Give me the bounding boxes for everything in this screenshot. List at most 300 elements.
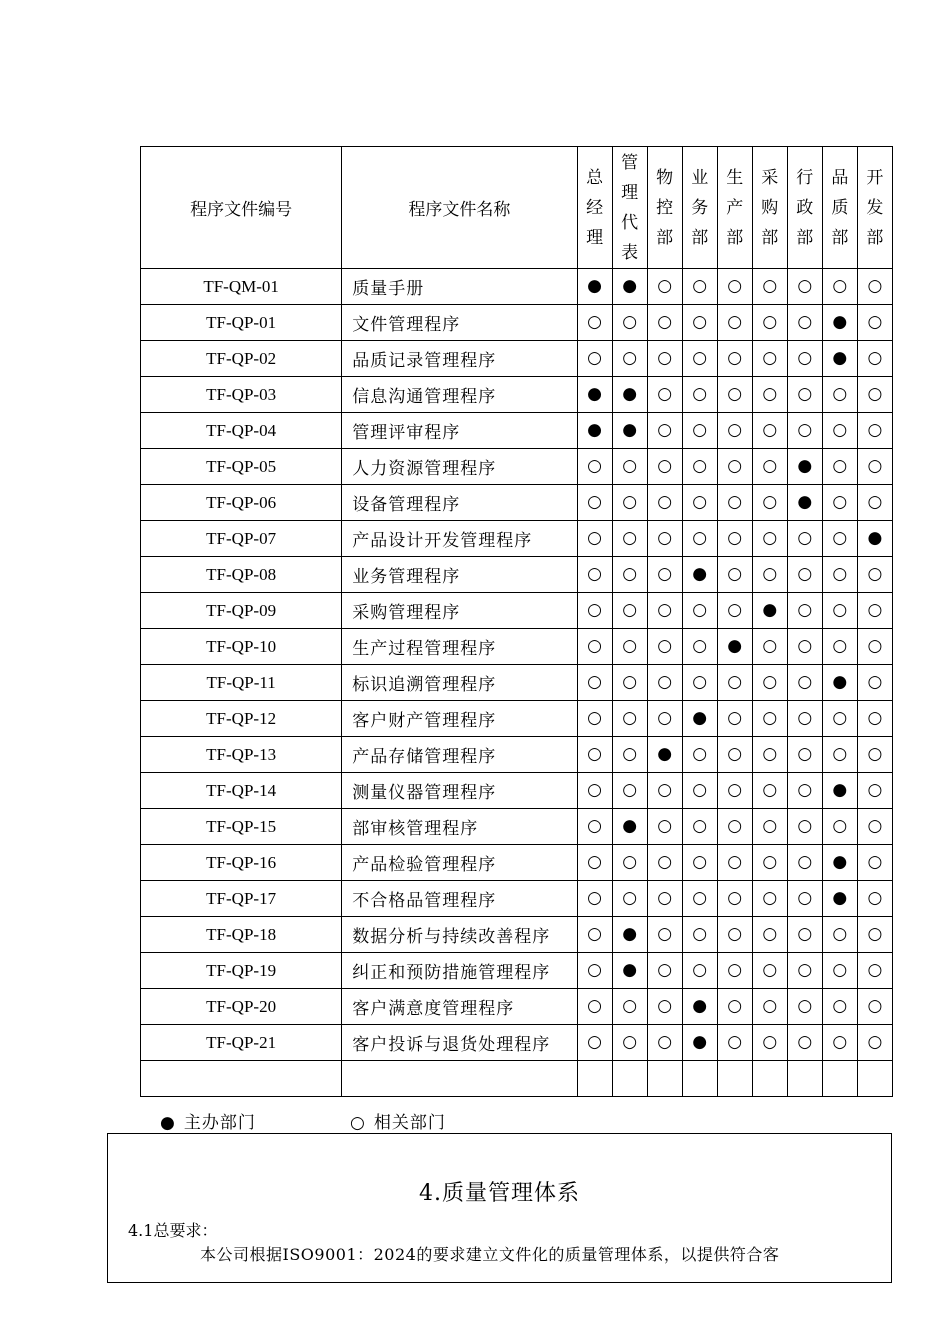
primary-dept-mark: ● xyxy=(577,413,612,449)
related-dept-mark: ○ xyxy=(787,305,822,341)
primary-dept-mark: ● xyxy=(822,773,857,809)
procedure-name-cell: 业务管理程序 xyxy=(342,557,577,593)
department-label: 采购部 xyxy=(761,167,779,248)
related-dept-mark: ○ xyxy=(647,341,682,377)
related-dept-mark: ○ xyxy=(717,413,752,449)
related-dept-mark: ○ xyxy=(857,809,892,845)
related-dept-mark: ○ xyxy=(647,701,682,737)
table-row xyxy=(141,557,893,593)
related-dept-mark: ○ xyxy=(682,737,717,773)
header-department xyxy=(612,147,647,269)
related-dept-mark: ○ xyxy=(717,521,752,557)
primary-dept-mark: ● xyxy=(717,629,752,665)
related-dept-mark: ○ xyxy=(752,773,787,809)
related-dept-mark: ○ xyxy=(647,485,682,521)
legend-related-label: 相关部门 xyxy=(373,1113,446,1133)
related-dept-mark: ○ xyxy=(787,809,822,845)
related-dept-mark: ○ xyxy=(752,845,787,881)
procedure-code-cell: TF-QP-11 xyxy=(141,665,342,701)
related-dept-mark: ○ xyxy=(787,413,822,449)
procedure-code-cell: TF-QP-04 xyxy=(141,413,342,449)
related-dept-mark: ○ xyxy=(857,341,892,377)
related-dept-mark: ○ xyxy=(857,989,892,1025)
related-dept-mark: ○ xyxy=(752,809,787,845)
primary-dept-mark: ● xyxy=(612,413,647,449)
related-dept-mark: ○ xyxy=(752,521,787,557)
header-department xyxy=(857,147,892,269)
procedure-name-cell: 客户投诉与退货处理程序 xyxy=(342,1025,577,1061)
related-dept-mark: ○ xyxy=(717,665,752,701)
related-dept-mark: ○ xyxy=(717,1025,752,1061)
legend xyxy=(160,1108,560,1134)
header-department xyxy=(682,147,717,269)
related-dept-mark: ○ xyxy=(717,305,752,341)
related-dept-mark: ○ xyxy=(752,485,787,521)
related-dept-mark: ○ xyxy=(787,521,822,557)
related-dept-mark: ○ xyxy=(787,593,822,629)
related-dept-mark: ○ xyxy=(752,305,787,341)
related-dept-mark: ○ xyxy=(717,449,752,485)
related-dept-mark: ○ xyxy=(857,593,892,629)
related-dept-mark: ○ xyxy=(577,809,612,845)
related-dept-mark: ○ xyxy=(647,809,682,845)
related-dept-mark: ○ xyxy=(787,737,822,773)
table-row xyxy=(141,521,893,557)
related-dept-mark: ○ xyxy=(717,917,752,953)
related-dept-mark: ○ xyxy=(647,917,682,953)
procedure-name-cell: 产品设计开发管理程序 xyxy=(342,521,577,557)
department-label: 品质部 xyxy=(831,167,849,248)
related-dept-mark: ○ xyxy=(857,953,892,989)
related-dept-mark: ○ xyxy=(612,1025,647,1061)
table-row xyxy=(141,1025,893,1061)
section-box xyxy=(107,1133,892,1283)
related-dept-mark: ○ xyxy=(682,809,717,845)
related-dept-mark: ○ xyxy=(857,737,892,773)
hollow-circle-icon: ○ xyxy=(350,1113,366,1133)
table-row xyxy=(141,917,893,953)
related-dept-mark: ○ xyxy=(647,305,682,341)
procedure-code-cell: TF-QP-15 xyxy=(141,809,342,845)
table-row xyxy=(141,701,893,737)
table-row xyxy=(141,449,893,485)
table-row xyxy=(141,989,893,1025)
procedure-name-cell: 设备管理程序 xyxy=(342,485,577,521)
empty-cell xyxy=(857,1061,892,1097)
related-dept-mark: ○ xyxy=(647,377,682,413)
table-row xyxy=(141,305,893,341)
related-dept-mark: ○ xyxy=(787,377,822,413)
related-dept-mark: ○ xyxy=(612,701,647,737)
table-row xyxy=(141,665,893,701)
header-department xyxy=(822,147,857,269)
header-department xyxy=(577,147,612,269)
related-dept-mark: ○ xyxy=(612,305,647,341)
related-dept-mark: ○ xyxy=(752,449,787,485)
procedure-name-cell: 信息沟通管理程序 xyxy=(342,377,577,413)
section-title: 4.质量管理体系 xyxy=(419,1181,580,1206)
procedure-name-cell: 客户满意度管理程序 xyxy=(342,989,577,1025)
primary-dept-mark: ● xyxy=(577,377,612,413)
related-dept-mark: ○ xyxy=(857,485,892,521)
department-label: 管理代表 xyxy=(621,152,639,263)
procedure-code-cell: TF-QM-01 xyxy=(141,269,342,305)
empty-cell xyxy=(717,1061,752,1097)
related-dept-mark: ○ xyxy=(857,917,892,953)
related-dept-mark: ○ xyxy=(577,773,612,809)
table-row xyxy=(141,629,893,665)
related-dept-mark: ○ xyxy=(717,773,752,809)
related-dept-mark: ○ xyxy=(822,377,857,413)
related-dept-mark: ○ xyxy=(682,521,717,557)
related-dept-mark: ○ xyxy=(822,809,857,845)
related-dept-mark: ○ xyxy=(752,701,787,737)
related-dept-mark: ○ xyxy=(577,305,612,341)
related-dept-mark: ○ xyxy=(577,953,612,989)
related-dept-mark: ○ xyxy=(647,845,682,881)
related-dept-mark: ○ xyxy=(577,845,612,881)
primary-dept-mark: ● xyxy=(822,305,857,341)
related-dept-mark: ○ xyxy=(787,701,822,737)
related-dept-mark: ○ xyxy=(577,449,612,485)
related-dept-mark: ○ xyxy=(857,881,892,917)
related-dept-mark: ○ xyxy=(822,953,857,989)
procedure-name-cell: 质量手册 xyxy=(342,269,577,305)
header-procedure-name: 程序文件名称 xyxy=(342,147,577,269)
procedure-code-cell: TF-QP-16 xyxy=(141,845,342,881)
related-dept-mark: ○ xyxy=(752,629,787,665)
primary-dept-mark: ● xyxy=(682,989,717,1025)
related-dept-mark: ○ xyxy=(717,881,752,917)
related-dept-mark: ○ xyxy=(682,485,717,521)
procedure-code-cell: TF-QP-10 xyxy=(141,629,342,665)
related-dept-mark: ○ xyxy=(682,341,717,377)
related-dept-mark: ○ xyxy=(612,989,647,1025)
related-dept-mark: ○ xyxy=(682,413,717,449)
procedure-code-cell: TF-QP-01 xyxy=(141,305,342,341)
related-dept-mark: ○ xyxy=(682,449,717,485)
related-dept-mark: ○ xyxy=(612,773,647,809)
related-dept-mark: ○ xyxy=(612,629,647,665)
table-row xyxy=(141,593,893,629)
procedure-name-cell: 客户财产管理程序 xyxy=(342,701,577,737)
primary-dept-mark: ● xyxy=(752,593,787,629)
related-dept-mark: ○ xyxy=(647,953,682,989)
primary-dept-mark: ● xyxy=(612,953,647,989)
primary-dept-mark: ● xyxy=(857,521,892,557)
related-dept-mark: ○ xyxy=(717,953,752,989)
related-dept-mark: ○ xyxy=(647,269,682,305)
related-dept-mark: ○ xyxy=(787,989,822,1025)
header-department xyxy=(787,147,822,269)
related-dept-mark: ○ xyxy=(682,305,717,341)
table-row xyxy=(141,881,893,917)
related-dept-mark: ○ xyxy=(822,737,857,773)
related-dept-mark: ○ xyxy=(717,341,752,377)
procedure-name-cell: 标识追溯管理程序 xyxy=(342,665,577,701)
table-row xyxy=(141,269,893,305)
related-dept-mark: ○ xyxy=(822,989,857,1025)
primary-dept-mark: ● xyxy=(822,881,857,917)
related-dept-mark: ○ xyxy=(857,377,892,413)
related-dept-mark: ○ xyxy=(822,917,857,953)
related-dept-mark: ○ xyxy=(787,557,822,593)
department-label: 业务部 xyxy=(691,167,709,248)
related-dept-mark: ○ xyxy=(752,269,787,305)
legend-primary-label: 主办部门 xyxy=(183,1113,256,1133)
empty-cell xyxy=(682,1061,717,1097)
related-dept-mark: ○ xyxy=(647,1025,682,1061)
related-dept-mark: ○ xyxy=(822,557,857,593)
related-dept-mark: ○ xyxy=(717,377,752,413)
related-dept-mark: ○ xyxy=(577,665,612,701)
header-department xyxy=(647,147,682,269)
subsection-heading: 4.1总要求： xyxy=(128,1221,218,1240)
related-dept-mark: ○ xyxy=(612,845,647,881)
related-dept-mark: ○ xyxy=(717,845,752,881)
related-dept-mark: ○ xyxy=(577,989,612,1025)
procedure-name-cell: 人力资源管理程序 xyxy=(342,449,577,485)
related-dept-mark: ○ xyxy=(787,665,822,701)
related-dept-mark: ○ xyxy=(577,917,612,953)
primary-dept-mark: ● xyxy=(577,269,612,305)
related-dept-mark: ○ xyxy=(647,449,682,485)
related-dept-mark: ○ xyxy=(577,521,612,557)
section-paragraph: 本公司根据ISO9001：2024的要求建立文件化的质量管理体系，以提供符合客 xyxy=(200,1245,780,1264)
related-dept-mark: ○ xyxy=(857,557,892,593)
procedure-code-cell: TF-QP-19 xyxy=(141,953,342,989)
related-dept-mark: ○ xyxy=(612,521,647,557)
related-dept-mark: ○ xyxy=(682,917,717,953)
related-dept-mark: ○ xyxy=(612,737,647,773)
procedure-code-cell: TF-QP-03 xyxy=(141,377,342,413)
department-label: 行政部 xyxy=(796,167,814,248)
header-department xyxy=(752,147,787,269)
table-row xyxy=(141,809,893,845)
procedure-name-cell: 管理评审程序 xyxy=(342,413,577,449)
related-dept-mark: ○ xyxy=(612,881,647,917)
related-dept-mark: ○ xyxy=(682,377,717,413)
related-dept-mark: ○ xyxy=(752,377,787,413)
legend-related xyxy=(350,1108,446,1133)
primary-dept-mark: ● xyxy=(682,557,717,593)
procedure-code-cell: TF-QP-07 xyxy=(141,521,342,557)
related-dept-mark: ○ xyxy=(682,953,717,989)
procedure-code-cell xyxy=(141,1061,342,1097)
related-dept-mark: ○ xyxy=(822,413,857,449)
table-row xyxy=(141,1061,893,1097)
legend-primary xyxy=(160,1108,256,1133)
related-dept-mark: ○ xyxy=(857,773,892,809)
related-dept-mark: ○ xyxy=(577,557,612,593)
procedure-name-cell: 纠正和预防措施管理程序 xyxy=(342,953,577,989)
primary-dept-mark: ● xyxy=(612,917,647,953)
related-dept-mark: ○ xyxy=(647,989,682,1025)
table-row xyxy=(141,377,893,413)
procedure-code-cell: TF-QP-02 xyxy=(141,341,342,377)
procedure-name-cell: 部审核管理程序 xyxy=(342,809,577,845)
procedure-name-cell: 不合格品管理程序 xyxy=(342,881,577,917)
procedure-code-cell: TF-QP-05 xyxy=(141,449,342,485)
related-dept-mark: ○ xyxy=(682,593,717,629)
empty-cell xyxy=(612,1061,647,1097)
procedure-name-cell: 品质记录管理程序 xyxy=(342,341,577,377)
related-dept-mark: ○ xyxy=(857,665,892,701)
related-dept-mark: ○ xyxy=(787,881,822,917)
related-dept-mark: ○ xyxy=(787,629,822,665)
table-row xyxy=(141,737,893,773)
related-dept-mark: ○ xyxy=(787,341,822,377)
primary-dept-mark: ● xyxy=(822,341,857,377)
related-dept-mark: ○ xyxy=(717,593,752,629)
related-dept-mark: ○ xyxy=(822,521,857,557)
procedure-code-cell: TF-QP-12 xyxy=(141,701,342,737)
related-dept-mark: ○ xyxy=(822,269,857,305)
related-dept-mark: ○ xyxy=(717,989,752,1025)
header-procedure-code: 程序文件编号 xyxy=(141,147,342,269)
related-dept-mark: ○ xyxy=(577,341,612,377)
related-dept-mark: ○ xyxy=(787,1025,822,1061)
procedure-code-cell: TF-QP-21 xyxy=(141,1025,342,1061)
related-dept-mark: ○ xyxy=(822,449,857,485)
primary-dept-mark: ● xyxy=(822,845,857,881)
procedure-name-cell: 产品检验管理程序 xyxy=(342,845,577,881)
procedure-name-cell: 数据分析与持续改善程序 xyxy=(342,917,577,953)
related-dept-mark: ○ xyxy=(612,665,647,701)
related-dept-mark: ○ xyxy=(717,557,752,593)
related-dept-mark: ○ xyxy=(682,629,717,665)
department-label: 总经理 xyxy=(586,167,604,248)
header-department xyxy=(717,147,752,269)
related-dept-mark: ○ xyxy=(577,737,612,773)
related-dept-mark: ○ xyxy=(752,953,787,989)
related-dept-mark: ○ xyxy=(857,413,892,449)
table-row xyxy=(141,413,893,449)
related-dept-mark: ○ xyxy=(717,809,752,845)
related-dept-mark: ○ xyxy=(647,413,682,449)
related-dept-mark: ○ xyxy=(717,269,752,305)
department-label: 生产部 xyxy=(726,167,744,248)
related-dept-mark: ○ xyxy=(857,449,892,485)
related-dept-mark: ○ xyxy=(717,737,752,773)
procedure-name-cell: 测量仪器管理程序 xyxy=(342,773,577,809)
related-dept-mark: ○ xyxy=(682,881,717,917)
primary-dept-mark: ● xyxy=(647,737,682,773)
procedure-code-cell: TF-QP-17 xyxy=(141,881,342,917)
related-dept-mark: ○ xyxy=(577,593,612,629)
related-dept-mark: ○ xyxy=(857,1025,892,1061)
table-row xyxy=(141,485,893,521)
related-dept-mark: ○ xyxy=(612,593,647,629)
primary-dept-mark: ● xyxy=(787,485,822,521)
procedure-code-cell: TF-QP-08 xyxy=(141,557,342,593)
table-row xyxy=(141,341,893,377)
related-dept-mark: ○ xyxy=(612,557,647,593)
related-dept-mark: ○ xyxy=(822,485,857,521)
procedure-code-cell: TF-QP-09 xyxy=(141,593,342,629)
related-dept-mark: ○ xyxy=(752,341,787,377)
related-dept-mark: ○ xyxy=(787,953,822,989)
table-body xyxy=(141,269,893,1097)
related-dept-mark: ○ xyxy=(752,557,787,593)
empty-cell xyxy=(577,1061,612,1097)
related-dept-mark: ○ xyxy=(857,845,892,881)
procedure-code-cell: TF-QP-18 xyxy=(141,917,342,953)
procedure-name-cell: 文件管理程序 xyxy=(342,305,577,341)
table-row xyxy=(141,773,893,809)
related-dept-mark: ○ xyxy=(752,881,787,917)
related-dept-mark: ○ xyxy=(577,1025,612,1061)
related-dept-mark: ○ xyxy=(577,485,612,521)
related-dept-mark: ○ xyxy=(787,773,822,809)
related-dept-mark: ○ xyxy=(577,881,612,917)
primary-dept-mark: ● xyxy=(682,1025,717,1061)
related-dept-mark: ○ xyxy=(857,305,892,341)
related-dept-mark: ○ xyxy=(857,701,892,737)
related-dept-mark: ○ xyxy=(682,845,717,881)
empty-cell xyxy=(752,1061,787,1097)
empty-cell xyxy=(822,1061,857,1097)
related-dept-mark: ○ xyxy=(682,269,717,305)
related-dept-mark: ○ xyxy=(787,917,822,953)
related-dept-mark: ○ xyxy=(717,485,752,521)
empty-cell xyxy=(647,1061,682,1097)
table-row xyxy=(141,953,893,989)
procedure-code-cell: TF-QP-06 xyxy=(141,485,342,521)
procedure-name-cell: 生产过程管理程序 xyxy=(342,629,577,665)
related-dept-mark: ○ xyxy=(752,665,787,701)
department-label: 开发部 xyxy=(866,167,884,248)
primary-dept-mark: ● xyxy=(822,665,857,701)
related-dept-mark: ○ xyxy=(682,773,717,809)
related-dept-mark: ○ xyxy=(577,629,612,665)
related-dept-mark: ○ xyxy=(682,665,717,701)
related-dept-mark: ○ xyxy=(822,629,857,665)
primary-dept-mark: ● xyxy=(787,449,822,485)
related-dept-mark: ○ xyxy=(612,485,647,521)
related-dept-mark: ○ xyxy=(647,521,682,557)
related-dept-mark: ○ xyxy=(577,701,612,737)
filled-circle-icon: ● xyxy=(160,1113,176,1133)
related-dept-mark: ○ xyxy=(647,593,682,629)
related-dept-mark: ○ xyxy=(612,449,647,485)
related-dept-mark: ○ xyxy=(787,269,822,305)
related-dept-mark: ○ xyxy=(647,773,682,809)
related-dept-mark: ○ xyxy=(752,413,787,449)
related-dept-mark: ○ xyxy=(787,845,822,881)
related-dept-mark: ○ xyxy=(752,989,787,1025)
procedure-code-cell: TF-QP-13 xyxy=(141,737,342,773)
procedure-name-cell: 产品存储管理程序 xyxy=(342,737,577,773)
related-dept-mark: ○ xyxy=(752,1025,787,1061)
related-dept-mark: ○ xyxy=(822,1025,857,1061)
related-dept-mark: ○ xyxy=(647,665,682,701)
related-dept-mark: ○ xyxy=(752,917,787,953)
related-dept-mark: ○ xyxy=(647,629,682,665)
related-dept-mark: ○ xyxy=(857,629,892,665)
procedure-responsibility-table xyxy=(140,146,893,1097)
table-row xyxy=(141,845,893,881)
procedure-code-cell: TF-QP-14 xyxy=(141,773,342,809)
procedure-name-cell xyxy=(342,1061,577,1097)
empty-cell xyxy=(787,1061,822,1097)
related-dept-mark: ○ xyxy=(752,737,787,773)
related-dept-mark: ○ xyxy=(647,881,682,917)
table-header-row xyxy=(141,147,893,269)
related-dept-mark: ○ xyxy=(822,701,857,737)
procedure-name-cell: 采购管理程序 xyxy=(342,593,577,629)
primary-dept-mark: ● xyxy=(612,377,647,413)
